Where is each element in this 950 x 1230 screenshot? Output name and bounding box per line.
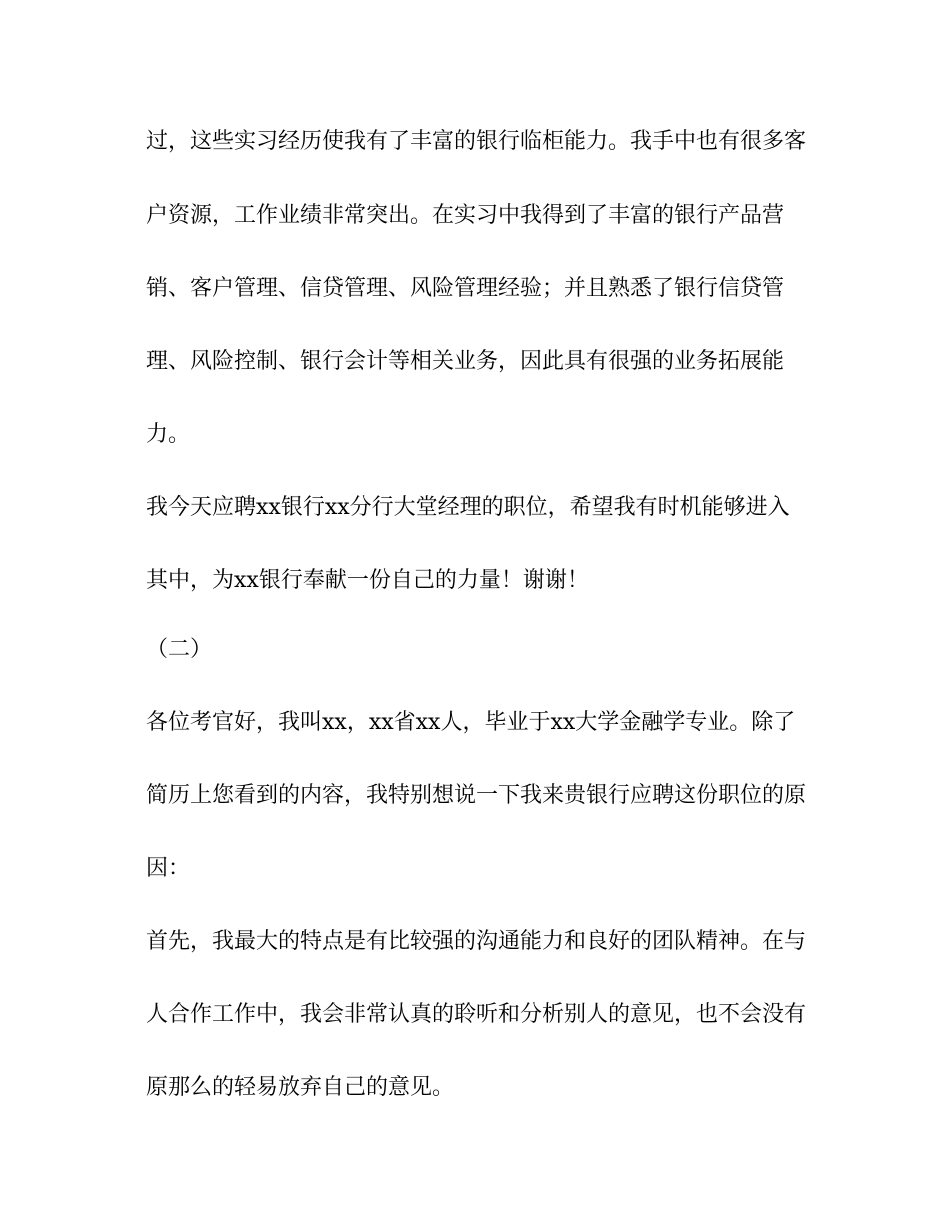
section-heading: （二）	[146, 637, 213, 662]
text-line: 原那么的轻易放弃自己的意见。	[146, 1075, 455, 1100]
text-line: 力。	[146, 422, 191, 447]
text-line: 简历上您看到的内容，我特别想说一下我来贵银行应聘这份职位的原	[146, 783, 807, 808]
text-line: 理、风险控制、银行会计等相关业务，因此具有很强的业务拓展能	[146, 349, 785, 374]
text-line: 首先，我最大的特点是有比较强的沟通能力和良好的团队精神。在与	[146, 929, 807, 954]
text-line: 人合作工作中，我会非常认真的聆听和分析别人的意见，也不会没有	[146, 1002, 807, 1027]
text-line: 各位考官好，我叫xx，xx省xx人，毕业于xx大学金融学专业。除了	[146, 710, 796, 735]
text-line: 其中，为xx银行奉献一份自己的力量！谢谢！	[146, 568, 589, 593]
text-line: 我今天应聘xx银行xx分行大堂经理的职位，希望我有时机能够进入	[146, 495, 790, 520]
text-line: 过，这些实习经历使我有了丰富的银行临柜能力。我手中也有很多客	[146, 129, 807, 154]
text-line: 因：	[146, 856, 191, 881]
text-line: 户资源，工作业绩非常突出。在实习中我得到了丰富的银行产品营	[146, 203, 785, 228]
text-line: 销、客户管理、信贷管理、风险管理经验；并且熟悉了银行信贷管	[146, 276, 785, 301]
